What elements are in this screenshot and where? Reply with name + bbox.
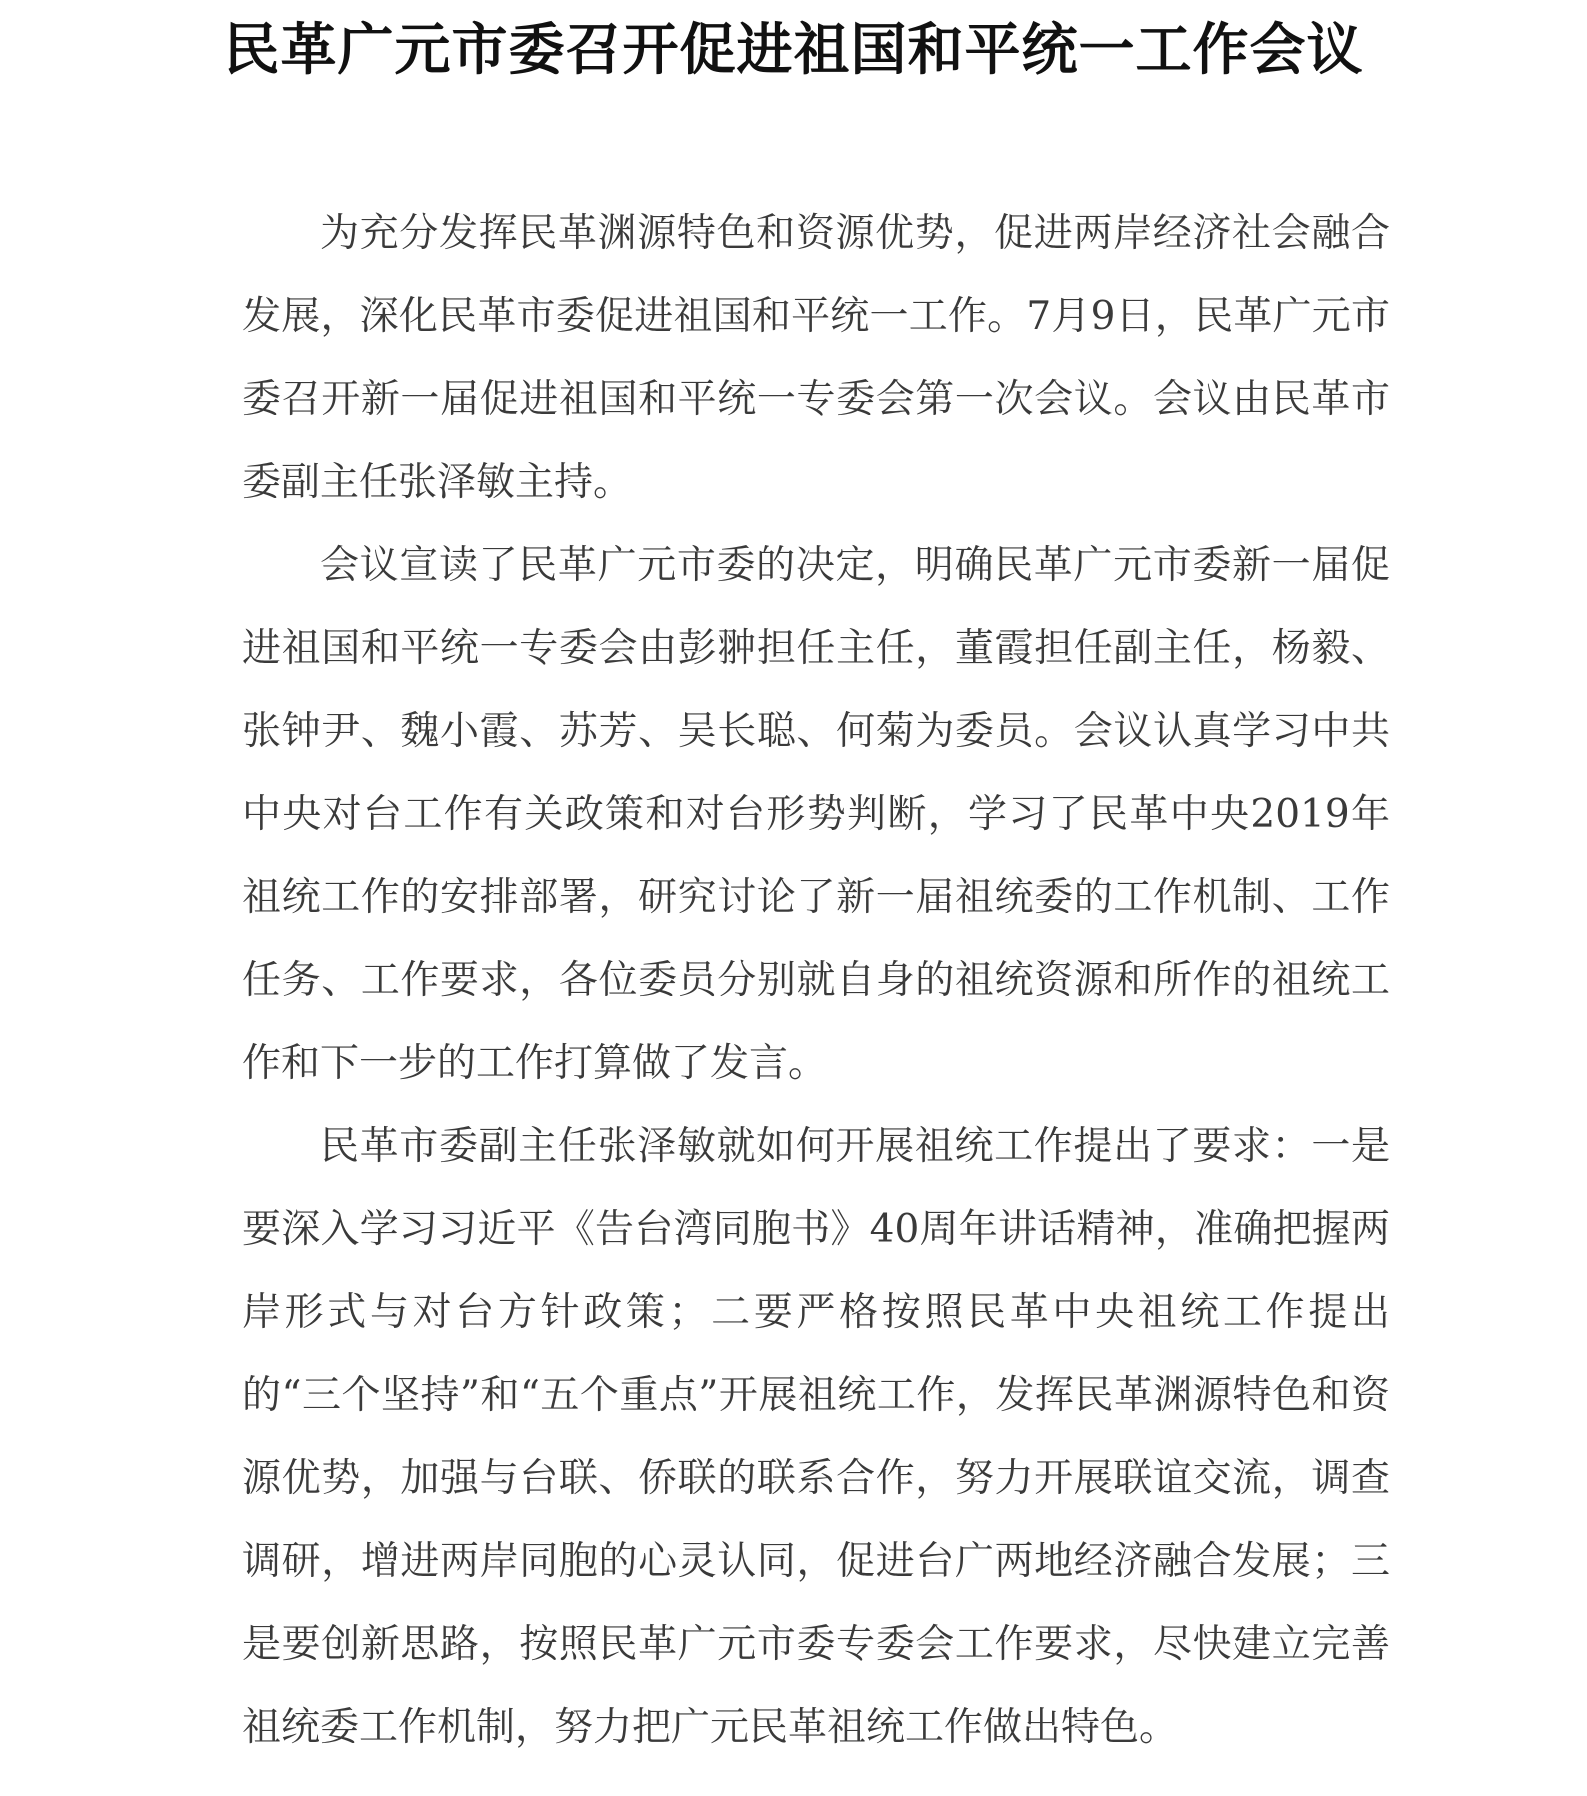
paragraph-2: 会议宣读了民革广元市委的决定，明确民革广元市委新一届促进祖国和平统一专委会由彭翀担任主任，董霞担任副主任，杨毅、张钟尹、魏小霞、苏芳、吴长聪、何菊为委员。会议认真学习中共中央对台工作有关政策和对台形势判断，学习了民革中央2019年祖统工作的安排部署，研究讨论了新一届祖统委的工作机制、工作任务、工作要求，各位委员分别就自身的祖统资源和所作的祖统工作和下一步的工作打算做了发言。: [242, 543, 1390, 1086]
document-title: 民革广元市委召开促进祖国和平统一工作会议: [223, 17, 1364, 83]
paragraph-1: 为充分发挥民革渊源特色和资源优势，促进两岸经济社会融合发展，深化民革市委促进祖国和平统一工作。7月9日，民革广元市委召开新一届促进祖国和平统一专委会第一次会议。会议由民革市委副主任张泽敏主持。: [242, 211, 1390, 505]
document-body: [242, 192, 1390, 1769]
paragraph-3: 民革市委副主任张泽敏就如何开展祖统工作提出了要求：一是要深入学习习近平《告台湾同胞书》40周年讲话精神，准确把握两岸形式与对台方针政策；二要严格按照民革中央祖统工作提出的“三个坚持”和“五个重点”开展祖统工作，发挥民革渊源特色和资源优势，加强与台联、侨联的联系合作，努力开展联谊交流，调查调研，增进两岸同胞的心灵认同，促进台广两地经济融合发展；三是要创新思路，按照民革广元市委专委会工作要求，尽快建立完善祖统委工作机制，努力把广元民革祖统工作做出特色。: [242, 1124, 1390, 1750]
